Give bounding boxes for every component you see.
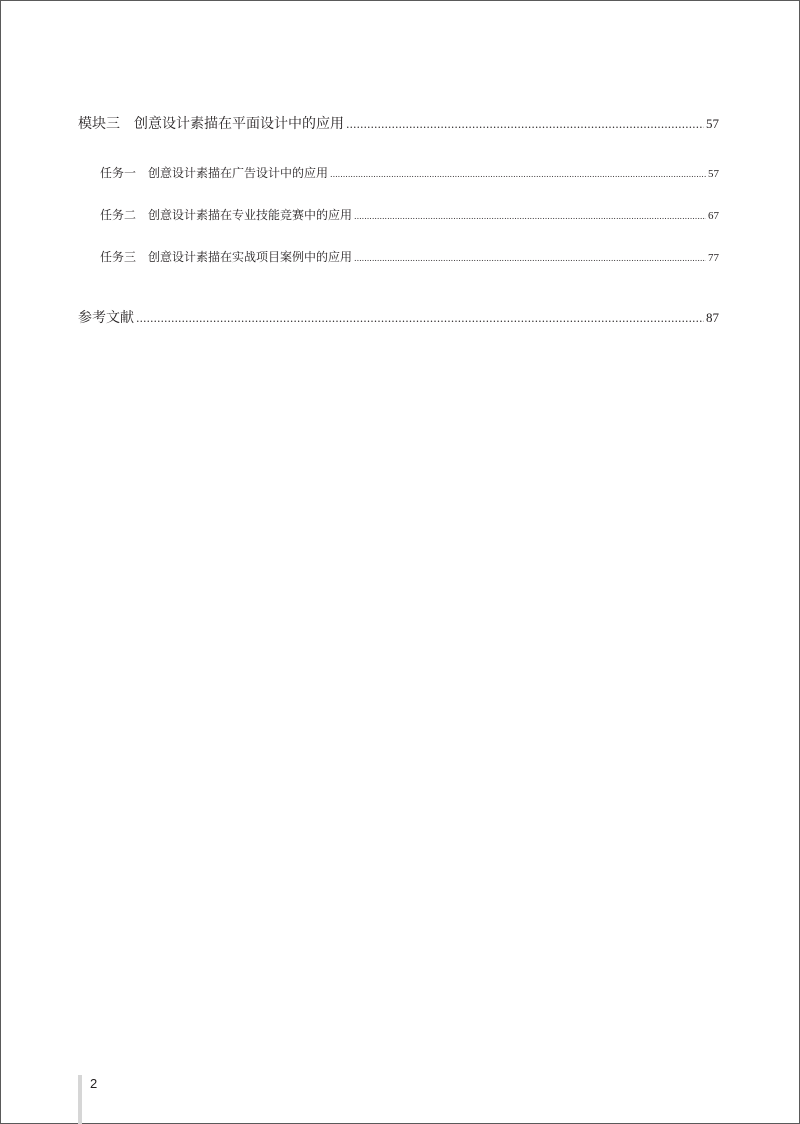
task-page-number: 67	[708, 210, 719, 222]
task-title: 创意设计素描在专业技能竞赛中的应用	[148, 208, 353, 222]
toc-entry-task-3[interactable]	[100, 248, 719, 265]
dot-leader	[136, 312, 704, 325]
toc-entry-module-3[interactable]	[78, 113, 719, 133]
footer-page-number: 2	[90, 1076, 98, 1091]
dot-leader	[346, 118, 704, 131]
toc-entry-references[interactable]	[78, 307, 719, 327]
module-page-number: 57	[706, 116, 719, 131]
references-page-number: 87	[706, 310, 719, 325]
module-title: 创意设计素描在平面设计中的应用	[134, 116, 344, 132]
dot-leader	[330, 170, 706, 179]
footer-accent-bar	[78, 1075, 82, 1124]
references-title: 参考文献	[78, 310, 134, 326]
dot-leader	[354, 254, 706, 263]
toc-entry-task-2[interactable]	[100, 206, 719, 223]
task-title: 创意设计素描在广告设计中的应用	[148, 166, 329, 180]
task-page-number: 57	[708, 168, 719, 180]
task-number: 任务三	[100, 250, 137, 264]
toc-entry-task-1[interactable]	[100, 164, 719, 181]
dot-leader	[354, 212, 706, 221]
module-number: 模块三	[78, 116, 120, 132]
task-page-number: 77	[708, 252, 719, 264]
task-number: 任务一	[100, 166, 137, 180]
task-title: 创意设计素描在实战项目案例中的应用	[148, 250, 353, 264]
task-number: 任务二	[100, 208, 137, 222]
